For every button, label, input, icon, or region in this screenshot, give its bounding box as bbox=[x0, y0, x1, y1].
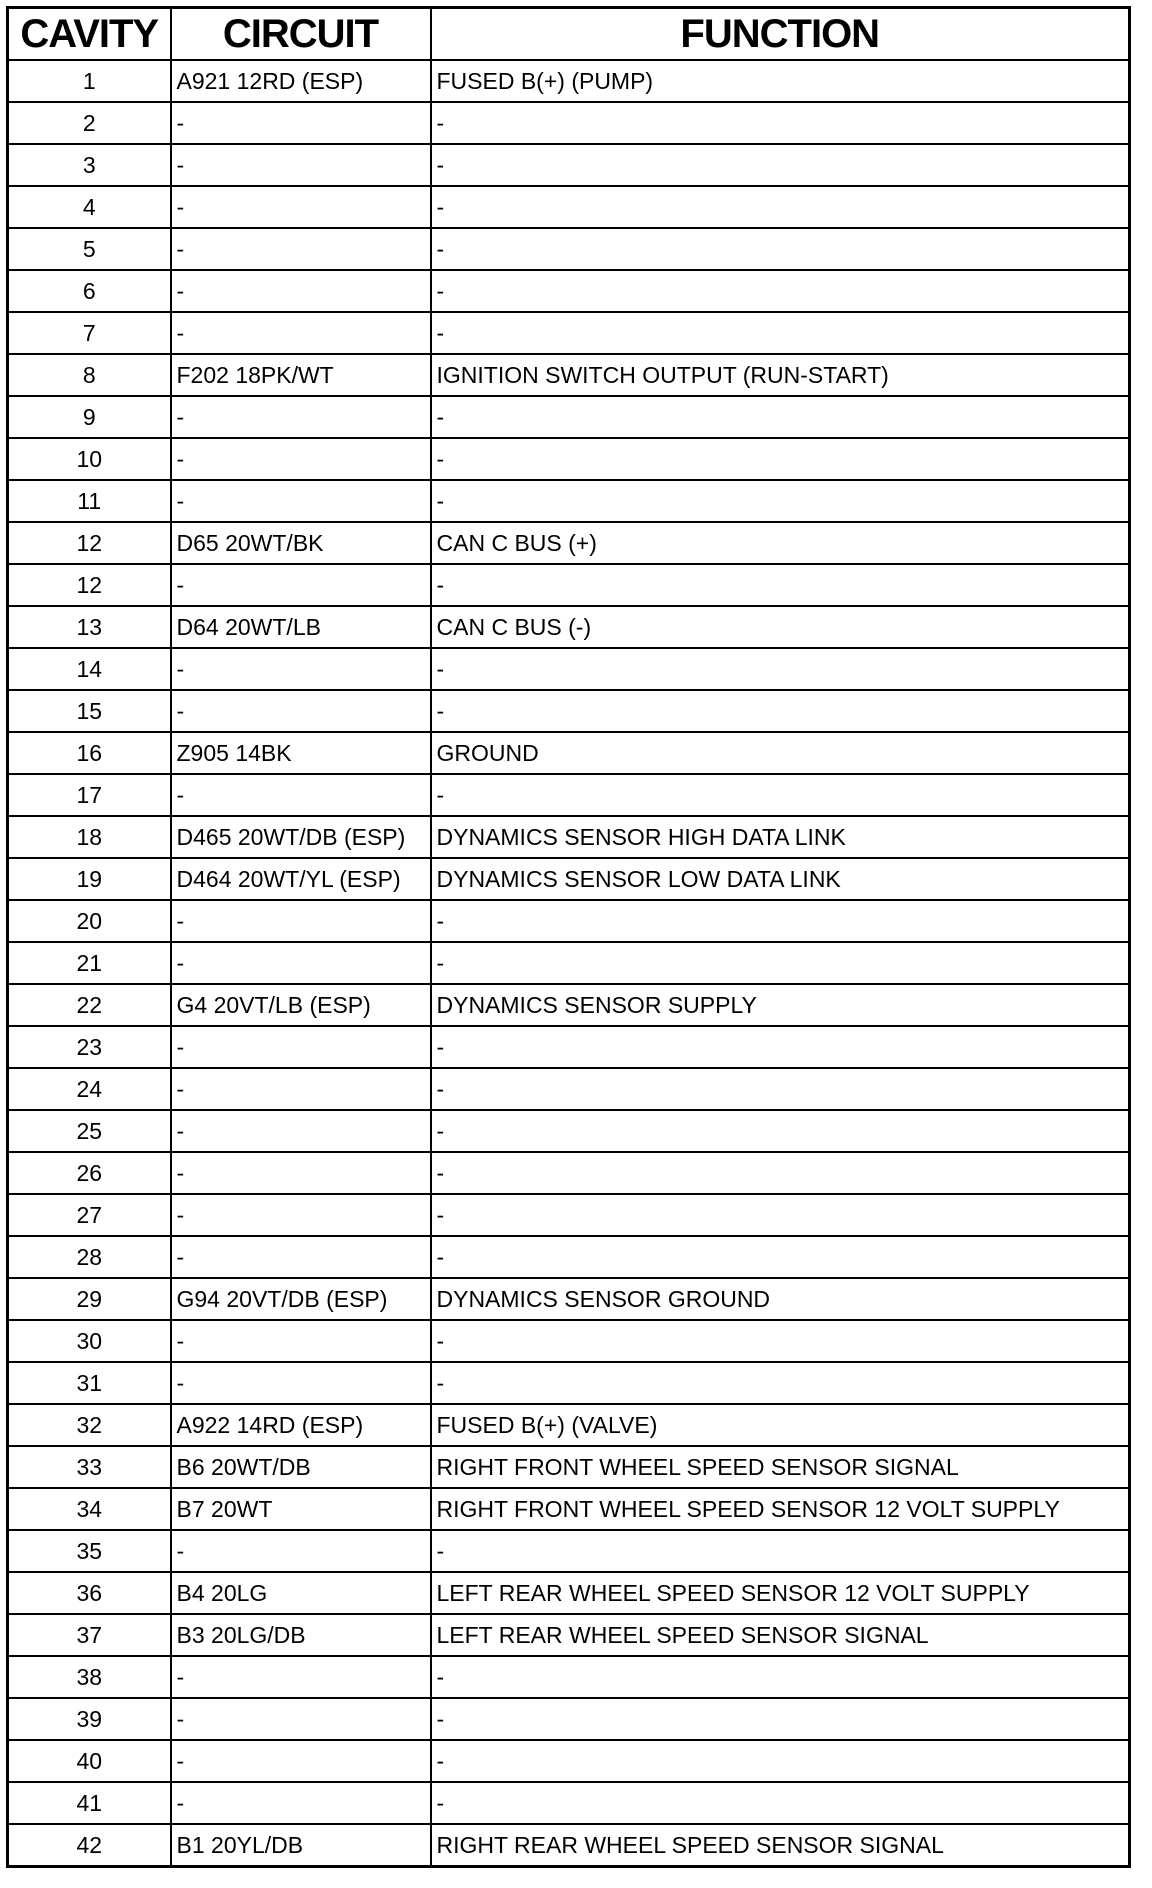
table-row bbox=[8, 1698, 1130, 1740]
table-row bbox=[8, 564, 1130, 606]
circuit-cell: - bbox=[171, 1656, 431, 1698]
cavity-cell: 9 bbox=[8, 396, 171, 438]
cavity-cell: 20 bbox=[8, 900, 171, 942]
circuit-cell: - bbox=[171, 1782, 431, 1824]
function-cell: - bbox=[431, 1068, 1130, 1110]
cavity-cell: 14 bbox=[8, 648, 171, 690]
cavity-cell: 27 bbox=[8, 1194, 171, 1236]
table-row bbox=[8, 984, 1130, 1026]
table-row bbox=[8, 1320, 1130, 1362]
function-cell: - bbox=[431, 1026, 1130, 1068]
function-cell: - bbox=[431, 270, 1130, 312]
table-row bbox=[8, 1782, 1130, 1824]
function-cell: - bbox=[431, 1236, 1130, 1278]
table-row bbox=[8, 102, 1130, 144]
function-cell: - bbox=[431, 1320, 1130, 1362]
table-row bbox=[8, 900, 1130, 942]
function-cell: - bbox=[431, 1362, 1130, 1404]
table-row bbox=[8, 144, 1130, 186]
cavity-cell: 10 bbox=[8, 438, 171, 480]
table-row bbox=[8, 480, 1130, 522]
function-cell: - bbox=[431, 1656, 1130, 1698]
function-cell: FUSED B(+) (PUMP) bbox=[431, 60, 1130, 102]
function-cell: - bbox=[431, 1698, 1130, 1740]
function-header: FUNCTION bbox=[431, 8, 1130, 61]
cavity-cell: 32 bbox=[8, 1404, 171, 1446]
function-cell: GROUND bbox=[431, 732, 1130, 774]
table-row bbox=[8, 1362, 1130, 1404]
circuit-cell: - bbox=[171, 900, 431, 942]
table-row bbox=[8, 1656, 1130, 1698]
circuit-cell: - bbox=[171, 1740, 431, 1782]
function-cell: IGNITION SWITCH OUTPUT (RUN-START) bbox=[431, 354, 1130, 396]
function-cell: - bbox=[431, 1782, 1130, 1824]
circuit-cell: G94 20VT/DB (ESP) bbox=[171, 1278, 431, 1320]
cavity-cell: 17 bbox=[8, 774, 171, 816]
function-cell: DYNAMICS SENSOR SUPPLY bbox=[431, 984, 1130, 1026]
table-row bbox=[8, 228, 1130, 270]
cavity-cell: 39 bbox=[8, 1698, 171, 1740]
circuit-cell: - bbox=[171, 1026, 431, 1068]
function-cell: - bbox=[431, 1194, 1130, 1236]
circuit-cell: - bbox=[171, 186, 431, 228]
table-row bbox=[8, 606, 1130, 648]
circuit-cell: D464 20WT/YL (ESP) bbox=[171, 858, 431, 900]
circuit-cell: D64 20WT/LB bbox=[171, 606, 431, 648]
cavity-cell: 24 bbox=[8, 1068, 171, 1110]
function-cell: - bbox=[431, 1530, 1130, 1572]
function-cell: - bbox=[431, 144, 1130, 186]
function-cell: - bbox=[431, 648, 1130, 690]
circuit-cell: - bbox=[171, 1068, 431, 1110]
circuit-cell: - bbox=[171, 102, 431, 144]
circuit-cell: G4 20VT/LB (ESP) bbox=[171, 984, 431, 1026]
cavity-cell: 5 bbox=[8, 228, 171, 270]
function-cell: CAN C BUS (+) bbox=[431, 522, 1130, 564]
function-cell: - bbox=[431, 396, 1130, 438]
function-cell: - bbox=[431, 564, 1130, 606]
circuit-cell: - bbox=[171, 438, 431, 480]
table-row bbox=[8, 312, 1130, 354]
cavity-cell: 31 bbox=[8, 1362, 171, 1404]
function-cell: - bbox=[431, 774, 1130, 816]
circuit-cell: B6 20WT/DB bbox=[171, 1446, 431, 1488]
function-cell: - bbox=[431, 1740, 1130, 1782]
circuit-cell: Z905 14BK bbox=[171, 732, 431, 774]
function-cell: - bbox=[431, 438, 1130, 480]
table-row bbox=[8, 942, 1130, 984]
function-cell: - bbox=[431, 186, 1130, 228]
cavity-cell: 7 bbox=[8, 312, 171, 354]
table-row bbox=[8, 270, 1130, 312]
cavity-cell: 30 bbox=[8, 1320, 171, 1362]
circuit-cell: F202 18PK/WT bbox=[171, 354, 431, 396]
cavity-cell: 34 bbox=[8, 1488, 171, 1530]
circuit-cell: - bbox=[171, 312, 431, 354]
cavity-cell: 22 bbox=[8, 984, 171, 1026]
circuit-cell: A922 14RD (ESP) bbox=[171, 1404, 431, 1446]
function-cell: FUSED B(+) (VALVE) bbox=[431, 1404, 1130, 1446]
table-row bbox=[8, 1404, 1130, 1446]
function-cell: CAN C BUS (-) bbox=[431, 606, 1130, 648]
function-cell: - bbox=[431, 690, 1130, 732]
circuit-cell: B1 20YL/DB bbox=[171, 1824, 431, 1867]
circuit-cell: - bbox=[171, 270, 431, 312]
circuit-cell: - bbox=[171, 690, 431, 732]
cavity-cell: 23 bbox=[8, 1026, 171, 1068]
header-row bbox=[8, 8, 1130, 61]
circuit-cell: - bbox=[171, 1698, 431, 1740]
function-cell: DYNAMICS SENSOR LOW DATA LINK bbox=[431, 858, 1130, 900]
function-cell: RIGHT FRONT WHEEL SPEED SENSOR SIGNAL bbox=[431, 1446, 1130, 1488]
table-body bbox=[8, 60, 1130, 1867]
circuit-cell: - bbox=[171, 1320, 431, 1362]
cavity-cell: 35 bbox=[8, 1530, 171, 1572]
cavity-cell: 18 bbox=[8, 816, 171, 858]
circuit-cell: - bbox=[171, 1362, 431, 1404]
function-cell: - bbox=[431, 228, 1130, 270]
table-row bbox=[8, 522, 1130, 564]
circuit-cell: - bbox=[171, 396, 431, 438]
cavity-cell: 33 bbox=[8, 1446, 171, 1488]
function-cell: - bbox=[431, 312, 1130, 354]
circuit-cell: - bbox=[171, 144, 431, 186]
cavity-cell: 28 bbox=[8, 1236, 171, 1278]
circuit-cell: D465 20WT/DB (ESP) bbox=[171, 816, 431, 858]
circuit-cell: B4 20LG bbox=[171, 1572, 431, 1614]
table-row bbox=[8, 1446, 1130, 1488]
table-row bbox=[8, 1236, 1130, 1278]
table-row bbox=[8, 1152, 1130, 1194]
circuit-cell: - bbox=[171, 774, 431, 816]
cavity-cell: 8 bbox=[8, 354, 171, 396]
table-row bbox=[8, 396, 1130, 438]
circuit-cell: - bbox=[171, 648, 431, 690]
circuit-cell: - bbox=[171, 1530, 431, 1572]
circuit-cell: - bbox=[171, 942, 431, 984]
cavity-cell: 26 bbox=[8, 1152, 171, 1194]
table-row bbox=[8, 438, 1130, 480]
cavity-cell: 12 bbox=[8, 522, 171, 564]
cavity-cell: 40 bbox=[8, 1740, 171, 1782]
cavity-cell: 41 bbox=[8, 1782, 171, 1824]
function-cell: DYNAMICS SENSOR HIGH DATA LINK bbox=[431, 816, 1130, 858]
table-row bbox=[8, 1824, 1130, 1867]
cavity-cell: 19 bbox=[8, 858, 171, 900]
function-cell: LEFT REAR WHEEL SPEED SENSOR 12 VOLT SUPPLY bbox=[431, 1572, 1130, 1614]
function-cell: RIGHT REAR WHEEL SPEED SENSOR SIGNAL bbox=[431, 1824, 1130, 1867]
circuit-cell: D65 20WT/BK bbox=[171, 522, 431, 564]
cavity-cell: 16 bbox=[8, 732, 171, 774]
cavity-cell: 1 bbox=[8, 60, 171, 102]
circuit-cell: - bbox=[171, 564, 431, 606]
circuit-cell: - bbox=[171, 1152, 431, 1194]
table-row bbox=[8, 774, 1130, 816]
table-row bbox=[8, 1740, 1130, 1782]
table-row bbox=[8, 1026, 1130, 1068]
function-cell: DYNAMICS SENSOR GROUND bbox=[431, 1278, 1130, 1320]
circuit-cell: A921 12RD (ESP) bbox=[171, 60, 431, 102]
circuit-cell: - bbox=[171, 480, 431, 522]
table-row bbox=[8, 1530, 1130, 1572]
table-row bbox=[8, 648, 1130, 690]
function-cell: - bbox=[431, 1152, 1130, 1194]
function-cell: - bbox=[431, 1110, 1130, 1152]
function-cell: LEFT REAR WHEEL SPEED SENSOR SIGNAL bbox=[431, 1614, 1130, 1656]
table-row bbox=[8, 1194, 1130, 1236]
cavity-header: CAVITY bbox=[8, 8, 171, 61]
function-cell: - bbox=[431, 102, 1130, 144]
circuit-header: CIRCUIT bbox=[171, 8, 431, 61]
table-row bbox=[8, 690, 1130, 732]
function-cell: RIGHT FRONT WHEEL SPEED SENSOR 12 VOLT SUPPLY bbox=[431, 1488, 1130, 1530]
table-row bbox=[8, 186, 1130, 228]
table-row bbox=[8, 1068, 1130, 1110]
cavity-cell: 29 bbox=[8, 1278, 171, 1320]
cavity-cell: 36 bbox=[8, 1572, 171, 1614]
cavity-cell: 11 bbox=[8, 480, 171, 522]
cavity-cell: 21 bbox=[8, 942, 171, 984]
table-row bbox=[8, 732, 1130, 774]
circuit-cell: - bbox=[171, 1194, 431, 1236]
table-row bbox=[8, 60, 1130, 102]
table-row bbox=[8, 1614, 1130, 1656]
cavity-cell: 12 bbox=[8, 564, 171, 606]
cavity-cell: 42 bbox=[8, 1824, 171, 1867]
cavity-cell: 13 bbox=[8, 606, 171, 648]
circuit-cell: B3 20LG/DB bbox=[171, 1614, 431, 1656]
connector-pinout-table bbox=[6, 6, 1131, 1868]
cavity-cell: 25 bbox=[8, 1110, 171, 1152]
cavity-cell: 4 bbox=[8, 186, 171, 228]
table-row bbox=[8, 354, 1130, 396]
function-cell: - bbox=[431, 900, 1130, 942]
circuit-cell: - bbox=[171, 1236, 431, 1278]
cavity-cell: 6 bbox=[8, 270, 171, 312]
cavity-cell: 15 bbox=[8, 690, 171, 732]
cavity-cell: 37 bbox=[8, 1614, 171, 1656]
circuit-cell: - bbox=[171, 228, 431, 270]
table-row bbox=[8, 1110, 1130, 1152]
circuit-cell: B7 20WT bbox=[171, 1488, 431, 1530]
table-row bbox=[8, 1488, 1130, 1530]
table-row bbox=[8, 1278, 1130, 1320]
table-row bbox=[8, 858, 1130, 900]
cavity-cell: 3 bbox=[8, 144, 171, 186]
circuit-cell: - bbox=[171, 1110, 431, 1152]
cavity-cell: 2 bbox=[8, 102, 171, 144]
table-row bbox=[8, 1572, 1130, 1614]
cavity-cell: 38 bbox=[8, 1656, 171, 1698]
function-cell: - bbox=[431, 480, 1130, 522]
function-cell: - bbox=[431, 942, 1130, 984]
table-row bbox=[8, 816, 1130, 858]
